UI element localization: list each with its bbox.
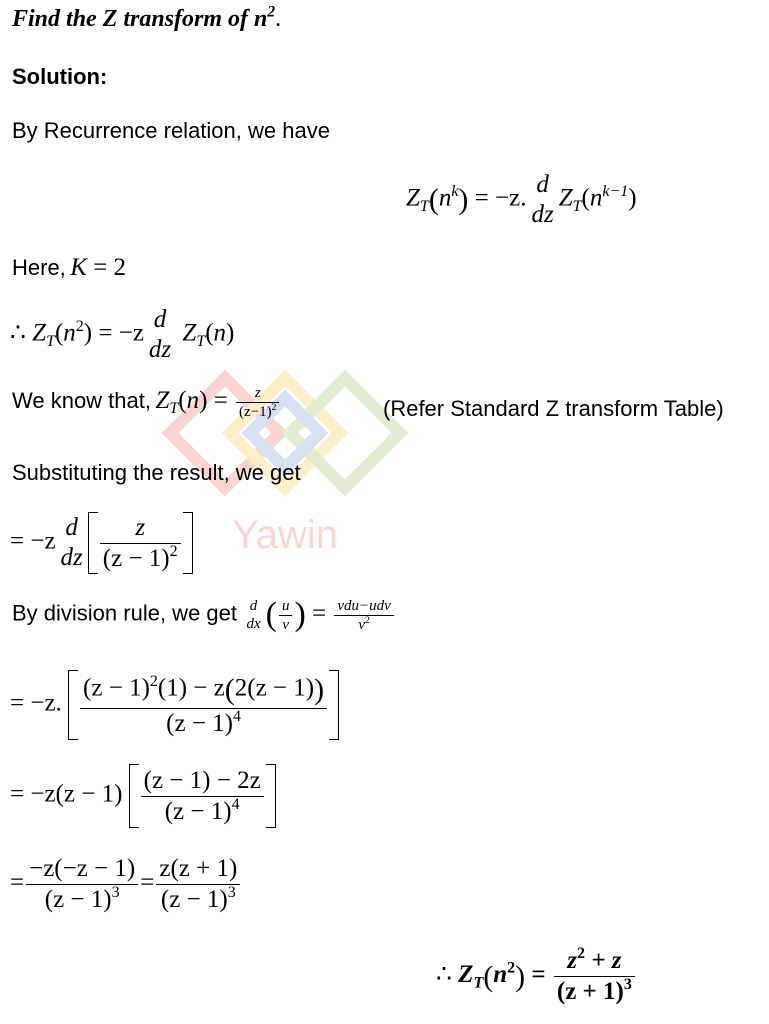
substituting-text: Substituting the result, we get [12,460,301,485]
refer-note: (Refer Standard Z transform Table) [383,396,724,421]
derivative-fraction: d dz [531,171,554,228]
step-4: = −z(z − 1) $\frac{(z - 1) - 2z}{(z - 1)^4}$ [10,764,276,828]
watermark-text: Yawin [232,513,338,557]
step-5: = $\frac{-z(-z - 1)}{(z - 1)^3}$ = $\frac{z(z + 1)}{(z - 1)^3}$ [10,854,242,915]
here-line: Here, K = 2 [12,254,127,281]
watermark-diamond-green [290,378,400,488]
division-rule-line: By division rule, we get d dx ( $\frac{u}{v}$ ) = $\frac{\text{vdu−udv}}{v^2}$ [12,596,396,634]
solution-label: Solution: [12,64,108,89]
step-3: = −z. $\frac{(z - 1)^2(1) - z(2(z - 1))}{(z - 1)^4}$ [10,670,339,740]
step-1: ∴ $Z_T(n^2) = -z$ d dz $Z_T(n)$ [10,306,235,363]
step-2: = −z d dz $\frac{z}{(z - 1)^2}$ [10,512,193,574]
k-value: K = 2 [70,254,127,281]
known-transform-line: We know that, $Z_T(n)$ = $\frac{z}{(z-1)^2}$ [12,384,281,421]
final-result: ∴ $Z_T(n^2)$ = $\frac{z^2 + z}{(z + 1)^3}$ [436,946,637,1007]
recurrence-text: By Recurrence relation, we have [12,118,330,143]
page-title: Find the Z transform of $n^2$. [12,3,282,32]
recurrence-equation: $Z_T(n^k) = -z$. d dz $Z_T(n^{k-1})$ [406,171,637,228]
